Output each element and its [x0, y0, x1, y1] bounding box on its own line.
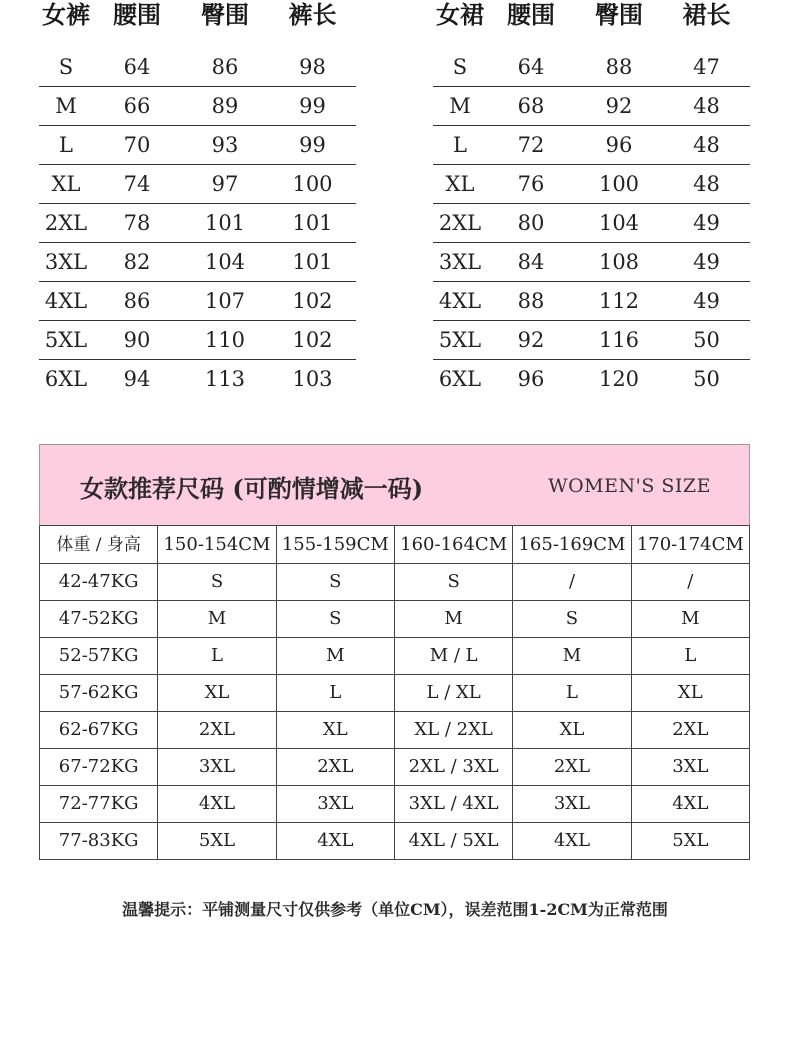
table-cell: 6XL: [438, 367, 482, 391]
pants-size-table: [39, 0, 356, 398]
table-cell: 108: [575, 243, 663, 282]
table-cell: 4XL: [433, 282, 487, 321]
table-cell: M / L: [394, 638, 512, 675]
table-cell: 103: [292, 367, 333, 391]
table-cell: 4XL: [158, 786, 276, 823]
table-row: [40, 564, 750, 601]
table-cell: M: [39, 87, 93, 126]
table-cell: XL: [158, 675, 276, 712]
table-cell: 3XL: [39, 243, 93, 282]
table-cell: 3XL: [513, 786, 631, 823]
table-cell: 92: [487, 321, 575, 360]
table-cell: 100: [575, 165, 663, 204]
table-cell: XL: [276, 712, 394, 749]
table-row: [40, 638, 750, 675]
table-cell: M: [276, 638, 394, 675]
table-cell: M: [394, 601, 512, 638]
table-cell: 93: [181, 126, 269, 165]
table-row: [433, 360, 750, 399]
table-cell: 3XL: [433, 243, 487, 282]
pants-header-row: [39, 0, 356, 48]
table-cell: 101: [269, 243, 356, 282]
table-cell: 88: [487, 282, 575, 321]
table-cell: /: [631, 564, 749, 601]
table-cell: 96: [575, 126, 663, 165]
pants-header-cell: 裤长: [288, 0, 337, 29]
table-cell: 74: [93, 165, 181, 204]
table-cell: 86: [93, 282, 181, 321]
table-cell: 72: [487, 126, 575, 165]
table-cell: 2XL: [513, 749, 631, 786]
table-row: [39, 126, 356, 165]
table-row: [433, 321, 750, 360]
table-cell: 102: [269, 282, 356, 321]
table-cell: 2XL: [631, 712, 749, 749]
weight-cell: 47-52KG: [40, 601, 158, 638]
table-cell: 116: [575, 321, 663, 360]
table-cell: M: [433, 87, 487, 126]
table-cell: M: [513, 638, 631, 675]
height-column-header: 155-159CM: [276, 526, 394, 564]
table-cell: 88: [575, 48, 663, 87]
table-cell: S: [276, 564, 394, 601]
height-column-header: 170-174CM: [631, 526, 749, 564]
table-cell: 64: [487, 48, 575, 87]
table-cell: S: [276, 601, 394, 638]
table-row: [40, 786, 750, 823]
pants-header-cell: 臀围: [201, 0, 249, 29]
height-column-header: 165-169CM: [513, 526, 631, 564]
table-cell: 48: [663, 165, 750, 204]
table-cell: 76: [487, 165, 575, 204]
table-row: [433, 243, 750, 282]
table-cell: S: [39, 48, 93, 87]
table-cell: 82: [93, 243, 181, 282]
table-cell: 68: [487, 87, 575, 126]
table-cell: 4XL: [39, 282, 93, 321]
table-cell: 101: [181, 204, 269, 243]
table-cell: 89: [181, 87, 269, 126]
table-cell: 4XL / 5XL: [394, 823, 512, 860]
table-row: [39, 87, 356, 126]
table-cell: 107: [181, 282, 269, 321]
table-cell: 2XL: [39, 204, 93, 243]
table-cell: 50: [693, 367, 720, 391]
table-cell: 3XL: [276, 786, 394, 823]
table-cell: M: [631, 601, 749, 638]
table-cell: L / XL: [394, 675, 512, 712]
table-cell: 4XL: [276, 823, 394, 860]
table-cell: L: [631, 638, 749, 675]
weight-cell: 57-62KG: [40, 675, 158, 712]
weight-cell: 42-47KG: [40, 564, 158, 601]
table-cell: 2XL / 3XL: [394, 749, 512, 786]
table-cell: XL / 2XL: [394, 712, 512, 749]
table-cell: S: [513, 601, 631, 638]
table-cell: 80: [487, 204, 575, 243]
table-row: [39, 48, 356, 87]
table-row: [433, 204, 750, 243]
table-cell: S: [433, 48, 487, 87]
table-row: [433, 87, 750, 126]
table-cell: 70: [93, 126, 181, 165]
table-cell: 96: [517, 367, 545, 391]
table-cell: 50: [663, 321, 750, 360]
recommendation-table: [39, 525, 750, 860]
table-cell: L: [433, 126, 487, 165]
table-cell: S: [158, 564, 276, 601]
table-row: [39, 321, 356, 360]
weight-height-header: 体重 / 身高: [40, 526, 158, 564]
table-row: [433, 282, 750, 321]
table-cell: 5XL: [158, 823, 276, 860]
table-cell: L: [276, 675, 394, 712]
pants-header-cell: 腰围: [113, 0, 161, 29]
table-cell: S: [394, 564, 512, 601]
table-cell: 102: [269, 321, 356, 360]
table-cell: 49: [663, 204, 750, 243]
table-row: [40, 749, 750, 786]
table-row: [433, 165, 750, 204]
table-cell: L: [39, 126, 93, 165]
recommendation-title: 女款推荐尺码 (可酌情增减一码): [80, 474, 424, 503]
table-row: [39, 243, 356, 282]
table-cell: 84: [487, 243, 575, 282]
table-cell: 2XL: [433, 204, 487, 243]
height-column-header: 160-164CM: [394, 526, 512, 564]
table-cell: 86: [181, 48, 269, 87]
table-cell: 5XL: [39, 321, 93, 360]
weight-cell: 62-67KG: [40, 712, 158, 749]
table-row: [39, 165, 356, 204]
recommendation-header-row: [40, 526, 750, 564]
table-cell: 49: [663, 243, 750, 282]
table-cell: 104: [181, 243, 269, 282]
table-cell: XL: [39, 165, 93, 204]
table-row: [39, 282, 356, 321]
table-row: [433, 126, 750, 165]
table-cell: 98: [269, 48, 356, 87]
table-cell: 2XL: [276, 749, 394, 786]
table-cell: 2XL: [158, 712, 276, 749]
table-cell: 112: [575, 282, 663, 321]
pants-header-cell: 女裤: [42, 0, 90, 29]
skirt-header-cell: 裙长: [682, 0, 731, 29]
table-row: [40, 712, 750, 749]
table-cell: M: [158, 601, 276, 638]
weight-cell: 52-57KG: [40, 638, 158, 675]
table-cell: 3XL: [158, 749, 276, 786]
table-cell: 110: [181, 321, 269, 360]
table-cell: 5XL: [433, 321, 487, 360]
table-cell: 3XL / 4XL: [394, 786, 512, 823]
recommendation-subtitle: WOMEN'S SIZE: [548, 475, 711, 497]
table-cell: 99: [269, 87, 356, 126]
table-cell: XL: [513, 712, 631, 749]
weight-cell: 77-83KG: [40, 823, 158, 860]
table-cell: 64: [93, 48, 181, 87]
measurement-note: 温馨提示：平铺测量尺寸仅供参考（单位CM），误差范围1-2CM为正常范围: [122, 900, 668, 919]
recommendation-block: [39, 444, 750, 860]
weight-cell: 67-72KG: [40, 749, 158, 786]
table-cell: 100: [269, 165, 356, 204]
table-cell: 94: [123, 367, 151, 391]
table-row: [39, 204, 356, 243]
table-cell: XL: [433, 165, 487, 204]
table-row: [40, 601, 750, 638]
table-cell: 49: [663, 282, 750, 321]
table-cell: 3XL: [631, 749, 749, 786]
height-column-header: 150-154CM: [158, 526, 276, 564]
skirt-header-cell: 臀围: [595, 0, 643, 29]
table-cell: 5XL: [631, 823, 749, 860]
table-row: [40, 675, 750, 712]
table-cell: 90: [93, 321, 181, 360]
skirt-header-row: [433, 0, 750, 48]
table-cell: 78: [93, 204, 181, 243]
skirt-header-cell: 腰围: [507, 0, 555, 29]
table-cell: 120: [598, 367, 640, 391]
table-cell: /: [513, 564, 631, 601]
table-cell: 92: [575, 87, 663, 126]
table-cell: 4XL: [513, 823, 631, 860]
table-cell: 113: [204, 367, 246, 391]
table-row: [39, 360, 356, 399]
weight-cell: 72-77KG: [40, 786, 158, 823]
skirt-size-table: [433, 0, 750, 398]
table-cell: 48: [663, 126, 750, 165]
table-cell: 47: [663, 48, 750, 87]
table-row: [40, 823, 750, 860]
table-cell: L: [158, 638, 276, 675]
table-cell: 99: [269, 126, 356, 165]
table-cell: 6XL: [44, 367, 88, 391]
table-cell: L: [513, 675, 631, 712]
recommendation-header: [39, 444, 750, 525]
table-cell: XL: [631, 675, 749, 712]
table-row: [433, 48, 750, 87]
table-cell: 66: [93, 87, 181, 126]
skirt-header-cell: 女裙: [436, 0, 484, 29]
table-cell: 4XL: [631, 786, 749, 823]
table-cell: 104: [575, 204, 663, 243]
table-cell: 101: [269, 204, 356, 243]
table-cell: 97: [181, 165, 269, 204]
table-cell: 48: [663, 87, 750, 126]
